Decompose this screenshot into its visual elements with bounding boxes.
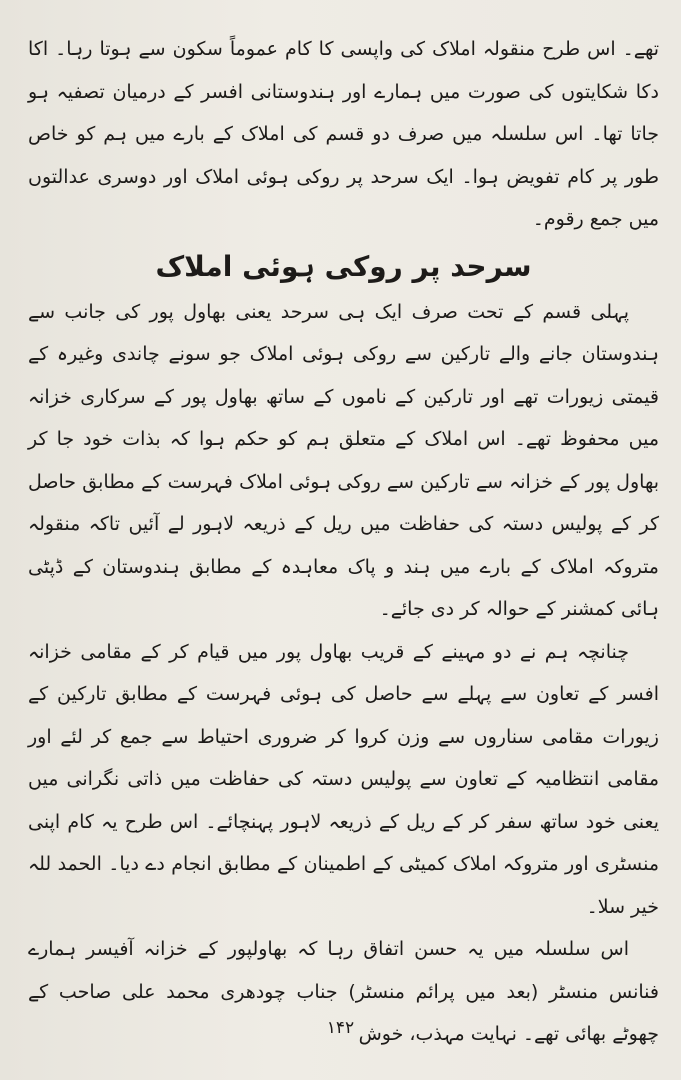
paragraph-first-category: پہلی قسم کے تحت صرف ایک ہی سرحد یعنی بھاول پور کی جانب سے ہندوستان جانے والے تارکین سے روکی ہوئی املاک جو سونے چاندی وغیرہ کے قیمتی زیورات تھے اور تارکین کے ناموں کے ساتھ بھاول پور کے سرکاری خزانہ میں محفوظ تھے۔ اس املاک کے متعلق ہم کو حکم ہوا کہ بذات خود جا کر بھاول پور کے خزانہ سے تارکین سے روکی ہوئی املاک فہرست کے مطابق حاصل کر کے پولیس دستہ کی حفاظت میں ریل کے ذریعہ لاہور لے آئیں تاکہ منقولہ متروکہ املاک کے بارے میں ہند و پاک معاہدہ کے مطابق ہندوستان کے ڈپٹی ہائی کمشنر کے حوالہ کر دی جائے۔ (28, 300, 659, 620)
paragraph-bahawalpur-stay: چنانچہ ہم نے دو مہینے کے قریب بھاول پور میں قیام کر کے مقامی خزانہ افسر کے تعاون سے پہلے سے حاصل کی ہوئی فہرست کے مطابق تارکین کے زیورات مقامی سناروں سے وزن کروا کر ضروری احتیاط سے جمع کر لئے اور مقامی انتظامیہ کے تعاون سے پولیس دستہ کی حفاظت میں ذاتی نگرانی میں یعنی خود ساتھ سفر کر کے ریل کے ذریعہ لاہور پہنچائے۔ اس طرح یہ کام اپنی منسٹری اور متروکہ املاک کمیٹی کے اطمینان کے مطابق انجام دے دیا۔ الحمد للہ خیر سلا۔ (28, 640, 659, 918)
paragraph-treasury-officer: اس سلسلہ میں یہ حسن اتفاق رہا کہ بھاولپور کے خزانہ آفیسر ہمارے فنانس منسٹر (بعد میں پرائم منسٹر) جناب چودھری محمد علی صاحب کے چھوٹے بھائی تھے۔ نہایت مہذب، خوش (28, 938, 659, 1045)
paragraph-intro: تھے۔ اس طرح منقولہ املاک کی واپسی کا کام عموماً سکون سے ہوتا رہا۔ اکا دکا شکایتوں کی صورت میں ہمارے اور ہندوستانی افسر کے درمیان تصفیہ ہو جاتا تھا۔ اس سلسلہ میں صرف دو قسم کی املاک کے بارے میں ہم کو خاص طور پر کام تفویض ہوا۔ ایک سرحد پر روکی ہوئی املاک اور دوسری عدالتوں میں جمع رقوم۔ (28, 38, 659, 230)
page-number: ۱۴۲ (326, 1018, 355, 1038)
section-heading: سرحد پر روکی ہوئی املاک (155, 249, 532, 283)
